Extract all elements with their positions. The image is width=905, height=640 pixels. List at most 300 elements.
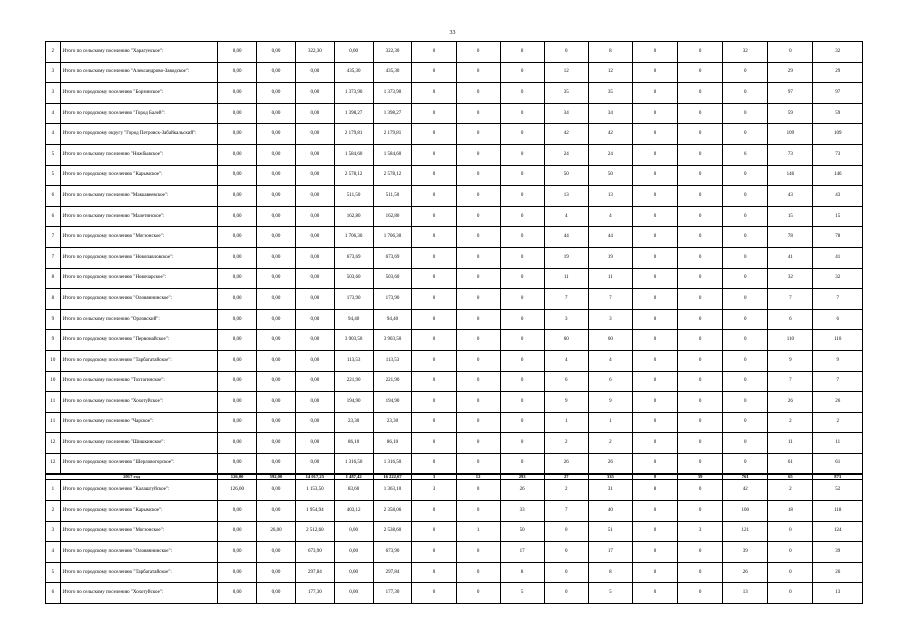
- value-cell: 0: [456, 392, 500, 413]
- value-cell: 0: [412, 289, 456, 310]
- table-row: [46, 268, 863, 289]
- value-cell: 78: [813, 227, 863, 248]
- value-cell: 0: [678, 124, 723, 145]
- value-cell: 15: [813, 206, 863, 227]
- value-cell: 0: [632, 433, 677, 454]
- value-cell: 0,00: [257, 289, 296, 310]
- settlement-name: Итого по городскому поселению "Карымское":: [60, 165, 218, 186]
- value-cell: 0,00: [218, 62, 257, 83]
- value-cell: 403,12: [334, 501, 373, 522]
- value-cell: 19: [544, 247, 588, 268]
- value-cell: 0,00: [257, 583, 296, 604]
- value-cell: 0,00: [257, 124, 296, 145]
- value-cell: 0,00: [218, 371, 257, 392]
- table-row: [46, 371, 863, 392]
- value-cell: 61: [768, 453, 813, 474]
- value-cell: 0,00: [218, 165, 257, 186]
- value-cell: 0: [678, 433, 723, 454]
- value-cell: 0: [412, 103, 456, 124]
- value-cell: 110: [813, 330, 863, 351]
- table-row: [46, 103, 863, 124]
- value-cell: 0: [723, 453, 768, 474]
- row-number: 9: [46, 330, 61, 351]
- value-cell: 0: [678, 247, 723, 268]
- table-row: [46, 206, 863, 227]
- summary-value-cell: 16 222,67: [373, 474, 412, 480]
- summary-value-cell: 873: [813, 474, 863, 480]
- settlement-name: Итого по городскому округу "Город Петровск-Забайкальский":: [60, 124, 218, 145]
- value-cell: 13: [813, 583, 863, 604]
- value-cell: 73: [813, 144, 863, 165]
- value-cell: 100: [723, 501, 768, 522]
- value-cell: 0: [412, 392, 456, 413]
- value-cell: 0: [412, 144, 456, 165]
- value-cell: 0: [768, 542, 813, 563]
- row-number: 3: [46, 521, 61, 542]
- settlement-name: Итого по городскому поселению "Оловяннинское":: [60, 289, 218, 310]
- value-cell: 0,00: [295, 309, 334, 330]
- table-row: [46, 501, 863, 522]
- value-cell: 6: [588, 371, 632, 392]
- settlement-name: Итого по сельскому поселению "Тохтагинское":: [60, 371, 218, 392]
- value-cell: 0: [632, 330, 677, 351]
- value-cell: 26: [544, 453, 588, 474]
- value-cell: 0,00: [257, 103, 296, 124]
- value-cell: 4: [588, 350, 632, 371]
- settlement-name: Итого по городскому поселению "Карымское":: [60, 501, 218, 522]
- value-cell: 0: [412, 83, 456, 104]
- value-cell: 44: [588, 227, 632, 248]
- value-cell: 7: [544, 501, 588, 522]
- value-cell: 26: [813, 562, 863, 583]
- value-cell: 0: [412, 562, 456, 583]
- row-number: 7: [46, 247, 61, 268]
- settlement-name: Итого по сельскому поселению "Шишкинское":: [60, 433, 218, 454]
- value-cell: 177,30: [295, 583, 334, 604]
- summary-value-cell: 27: [544, 474, 588, 480]
- value-cell: 0: [456, 289, 500, 310]
- value-cell: 0: [456, 186, 500, 207]
- value-cell: 0: [723, 206, 768, 227]
- row-number: 3: [46, 62, 61, 83]
- value-cell: 4: [544, 206, 588, 227]
- settlement-name: Итого по городскому поселению "Могзонское":: [60, 521, 218, 542]
- summary-value-cell: 761: [723, 474, 768, 480]
- value-cell: 110: [768, 330, 813, 351]
- row-number: 7: [46, 227, 61, 248]
- value-cell: 0,00: [295, 453, 334, 474]
- value-cell: 0: [412, 521, 456, 542]
- value-cell: 0,00: [218, 562, 257, 583]
- value-cell: 0: [500, 371, 544, 392]
- value-cell: 6: [723, 144, 768, 165]
- value-cell: 34: [544, 103, 588, 124]
- settlement-name: Итого по сельскому поселению "Нижбывское":: [60, 144, 218, 165]
- value-cell: 13: [723, 583, 768, 604]
- value-cell: 13: [588, 186, 632, 207]
- value-cell: 2 512,60: [295, 521, 334, 542]
- summary-label: 2017 год: [46, 474, 218, 480]
- value-cell: 0: [500, 412, 544, 433]
- value-cell: 109: [813, 124, 863, 145]
- value-cell: 0: [544, 42, 588, 63]
- value-cell: 40: [588, 501, 632, 522]
- value-cell: 3: [544, 309, 588, 330]
- value-cell: 94,40: [334, 309, 373, 330]
- value-cell: 0: [412, 186, 456, 207]
- value-cell: 0,00: [257, 501, 296, 522]
- value-cell: 0: [678, 562, 723, 583]
- value-cell: 435,30: [334, 62, 373, 83]
- value-cell: 0: [500, 309, 544, 330]
- value-cell: 0: [678, 206, 723, 227]
- settlement-name: Итого по городскому поселению "Первомайское":: [60, 330, 218, 351]
- value-cell: 26: [500, 480, 544, 501]
- table-row: [46, 480, 863, 501]
- value-cell: 0: [768, 583, 813, 604]
- value-cell: 7: [768, 371, 813, 392]
- value-cell: 0: [632, 83, 677, 104]
- value-cell: 0: [678, 412, 723, 433]
- settlement-name: Итого по сельскому поселению "Маккавеевское":: [60, 186, 218, 207]
- value-cell: 17: [500, 542, 544, 563]
- row-number: 5: [46, 562, 61, 583]
- value-cell: 13: [544, 186, 588, 207]
- value-cell: 0: [412, 206, 456, 227]
- value-cell: 0,00: [218, 542, 257, 563]
- value-cell: 0: [632, 165, 677, 186]
- value-cell: 0: [456, 62, 500, 83]
- value-cell: 0,00: [218, 330, 257, 351]
- value-cell: 32: [723, 42, 768, 63]
- value-cell: 0,00: [218, 83, 257, 104]
- value-cell: 2: [588, 433, 632, 454]
- value-cell: 0: [500, 392, 544, 413]
- value-cell: 26,00: [257, 521, 296, 542]
- value-cell: 61: [813, 453, 863, 474]
- value-cell: 51: [588, 521, 632, 542]
- value-cell: 1 316,50: [334, 453, 373, 474]
- table-row: [46, 165, 863, 186]
- value-cell: 0,00: [218, 433, 257, 454]
- table-row: [46, 289, 863, 310]
- value-cell: 1 584,60: [334, 144, 373, 165]
- value-cell: 0: [723, 62, 768, 83]
- value-cell: 15: [768, 206, 813, 227]
- value-cell: 0: [678, 542, 723, 563]
- value-cell: 0: [500, 433, 544, 454]
- row-number: 2: [46, 501, 61, 522]
- value-cell: 0: [412, 371, 456, 392]
- value-cell: 12: [544, 62, 588, 83]
- table-row: [46, 562, 863, 583]
- table-row: [46, 62, 863, 83]
- value-cell: 3: [588, 309, 632, 330]
- row-number: 3: [46, 83, 61, 104]
- value-cell: 0,00: [218, 103, 257, 124]
- summary-value-cell: 65: [768, 474, 813, 480]
- value-cell: 0: [632, 371, 677, 392]
- value-cell: 0: [678, 289, 723, 310]
- value-cell: 0: [456, 227, 500, 248]
- value-cell: 0,00: [257, 309, 296, 330]
- value-cell: 9: [588, 392, 632, 413]
- value-cell: 3 903,50: [334, 330, 373, 351]
- value-cell: 0: [632, 206, 677, 227]
- value-cell: 0,00: [295, 392, 334, 413]
- value-cell: 0,00: [295, 412, 334, 433]
- value-cell: 0: [544, 521, 588, 542]
- value-cell: 0: [456, 144, 500, 165]
- value-cell: 673,69: [373, 247, 412, 268]
- value-cell: 0: [456, 433, 500, 454]
- value-cell: 0: [456, 583, 500, 604]
- value-cell: 0: [632, 392, 677, 413]
- summary-value-cell: 3: [412, 474, 456, 480]
- value-cell: 173,90: [373, 289, 412, 310]
- value-cell: 0,00: [334, 521, 373, 542]
- summary-value-cell: 293: [500, 474, 544, 480]
- value-cell: 2 578,12: [373, 165, 412, 186]
- row-number: 12: [46, 453, 61, 474]
- value-cell: 173,90: [334, 289, 373, 310]
- value-cell: 0: [723, 103, 768, 124]
- value-cell: 0: [678, 309, 723, 330]
- value-cell: 0: [723, 371, 768, 392]
- summary-value-cell: 39: [678, 474, 723, 480]
- value-cell: 0: [723, 247, 768, 268]
- value-cell: 0: [412, 247, 456, 268]
- value-cell: 11: [544, 268, 588, 289]
- value-cell: 0,00: [295, 62, 334, 83]
- value-cell: 0,00: [257, 165, 296, 186]
- value-cell: 0,00: [257, 480, 296, 501]
- table-row: [46, 521, 863, 542]
- value-cell: 0: [500, 186, 544, 207]
- value-cell: 1: [588, 412, 632, 433]
- value-cell: 0: [456, 330, 500, 351]
- settlement-name: Итого по городскому поселению "Новочарское":: [60, 268, 218, 289]
- value-cell: 0: [678, 583, 723, 604]
- value-cell: 322,30: [295, 42, 334, 63]
- value-cell: 7: [588, 289, 632, 310]
- value-cell: 0: [632, 501, 677, 522]
- value-cell: 0,00: [257, 186, 296, 207]
- value-cell: 0,00: [257, 330, 296, 351]
- value-cell: 673,69: [334, 247, 373, 268]
- value-cell: 0: [500, 144, 544, 165]
- value-cell: 0: [632, 412, 677, 433]
- value-cell: 2: [813, 412, 863, 433]
- value-cell: 24: [588, 144, 632, 165]
- value-cell: 0: [678, 186, 723, 207]
- settlement-name: Итого по городскому поселению "Тарбагатайское":: [60, 350, 218, 371]
- value-cell: 0: [632, 227, 677, 248]
- value-cell: 0: [632, 521, 677, 542]
- value-cell: 0: [500, 268, 544, 289]
- row-number: 5: [46, 165, 61, 186]
- value-cell: 5: [500, 583, 544, 604]
- value-cell: 0,00: [257, 268, 296, 289]
- table-row: [46, 433, 863, 454]
- row-number: 11: [46, 392, 61, 413]
- value-cell: 0: [500, 453, 544, 474]
- page-number: 33: [449, 30, 456, 36]
- value-cell: 39: [723, 542, 768, 563]
- row-number: 10: [46, 371, 61, 392]
- value-cell: 1 153,50: [295, 480, 334, 501]
- value-cell: 0,00: [218, 521, 257, 542]
- row-number: 10: [46, 350, 61, 371]
- value-cell: 0: [456, 83, 500, 104]
- value-cell: 0: [768, 42, 813, 63]
- summary-value-cell: 12: [456, 474, 500, 480]
- value-cell: 0,00: [218, 453, 257, 474]
- summary-value-cell: 8: [632, 474, 677, 480]
- summary-value-cell: 1 487,42: [334, 474, 373, 480]
- value-cell: 0,00: [257, 433, 296, 454]
- value-cell: 673,90: [373, 542, 412, 563]
- value-cell: 0: [412, 268, 456, 289]
- data-table: [45, 41, 863, 604]
- row-number: 2: [46, 42, 61, 63]
- value-cell: 23,30: [334, 412, 373, 433]
- value-cell: 0,00: [295, 186, 334, 207]
- table-row: [46, 124, 863, 145]
- value-cell: 86,10: [373, 433, 412, 454]
- value-cell: 297,84: [373, 562, 412, 583]
- value-cell: 0,00: [218, 350, 257, 371]
- value-cell: 2 179,81: [334, 124, 373, 145]
- value-cell: 109: [768, 124, 813, 145]
- settlement-name: Итого по сельскому поселению "Харагунское":: [60, 42, 218, 63]
- value-cell: 94,40: [373, 309, 412, 330]
- value-cell: 42: [588, 124, 632, 145]
- value-cell: 7: [768, 289, 813, 310]
- value-cell: 0: [632, 247, 677, 268]
- value-cell: 3 903,50: [373, 330, 412, 351]
- value-cell: 0,00: [218, 124, 257, 145]
- value-cell: 33: [500, 501, 544, 522]
- value-cell: 511,50: [373, 186, 412, 207]
- value-cell: 221,90: [334, 371, 373, 392]
- table-body: [46, 42, 863, 604]
- value-cell: 0: [768, 521, 813, 542]
- row-number: 4: [46, 124, 61, 145]
- settlement-name: Итого по городскому поселению "Тарбагатайское":: [60, 562, 218, 583]
- table-row: [46, 330, 863, 351]
- value-cell: 0,00: [295, 247, 334, 268]
- value-cell: 0: [456, 165, 500, 186]
- value-cell: 0,00: [218, 206, 257, 227]
- value-cell: 0: [456, 103, 500, 124]
- value-cell: 97: [768, 83, 813, 104]
- value-cell: 0: [500, 206, 544, 227]
- settlement-name: Итого по сельскому поселению "Малетинское":: [60, 206, 218, 227]
- value-cell: 0,00: [257, 371, 296, 392]
- value-cell: 0: [412, 227, 456, 248]
- value-cell: 0: [500, 247, 544, 268]
- value-cell: 0,00: [295, 268, 334, 289]
- value-cell: 0,00: [218, 501, 257, 522]
- value-cell: 0: [678, 350, 723, 371]
- value-cell: 0: [723, 83, 768, 104]
- table-row: [46, 392, 863, 413]
- value-cell: 0,00: [218, 392, 257, 413]
- value-cell: 0: [723, 227, 768, 248]
- value-cell: 0,00: [257, 227, 296, 248]
- value-cell: 44: [544, 227, 588, 248]
- value-cell: 8: [588, 42, 632, 63]
- value-cell: 0: [456, 309, 500, 330]
- value-cell: 11: [768, 433, 813, 454]
- value-cell: 0: [412, 350, 456, 371]
- value-cell: 0,00: [295, 433, 334, 454]
- value-cell: 121: [723, 521, 768, 542]
- value-cell: 8: [632, 480, 677, 501]
- value-cell: 503,60: [334, 268, 373, 289]
- row-number: 5: [46, 144, 61, 165]
- settlement-name: Итого по городскому поселению "Город Балей":: [60, 103, 218, 124]
- value-cell: 0: [678, 371, 723, 392]
- value-cell: 0: [456, 412, 500, 433]
- value-cell: 0: [723, 412, 768, 433]
- value-cell: 73: [768, 144, 813, 165]
- value-cell: 162,80: [334, 206, 373, 227]
- value-cell: 19: [588, 247, 632, 268]
- value-cell: 177,30: [373, 583, 412, 604]
- row-number: 6: [46, 583, 61, 604]
- value-cell: 26: [588, 453, 632, 474]
- value-cell: 194,90: [373, 392, 412, 413]
- value-cell: 0: [632, 453, 677, 474]
- value-cell: 435,30: [373, 62, 412, 83]
- value-cell: 0: [678, 103, 723, 124]
- value-cell: 0: [500, 83, 544, 104]
- value-cell: 11: [588, 268, 632, 289]
- value-cell: 1 373,90: [373, 83, 412, 104]
- value-cell: 0: [456, 206, 500, 227]
- value-cell: 0: [678, 453, 723, 474]
- value-cell: 4: [544, 350, 588, 371]
- value-cell: 24: [544, 144, 588, 165]
- value-cell: 162,80: [373, 206, 412, 227]
- row-number: 6: [46, 186, 61, 207]
- value-cell: 0,00: [257, 62, 296, 83]
- value-cell: 194,90: [334, 392, 373, 413]
- value-cell: 31: [588, 480, 632, 501]
- settlement-name: Итого по сельскому поселению "Хохотуйское":: [60, 583, 218, 604]
- value-cell: 42: [723, 480, 768, 501]
- value-cell: 124: [813, 521, 863, 542]
- value-cell: 83,60: [334, 480, 373, 501]
- value-cell: 221,90: [373, 371, 412, 392]
- value-cell: 97: [813, 83, 863, 104]
- value-cell: 503,60: [373, 268, 412, 289]
- value-cell: 60: [544, 330, 588, 351]
- summary-value-cell: 126,00: [218, 474, 257, 480]
- value-cell: 0,00: [218, 268, 257, 289]
- value-cell: 52: [813, 480, 863, 501]
- value-cell: 0,00: [295, 103, 334, 124]
- value-cell: 1: [456, 521, 500, 542]
- value-cell: 1 954,94: [295, 501, 334, 522]
- value-cell: 0,00: [295, 165, 334, 186]
- value-cell: 0,00: [257, 562, 296, 583]
- value-cell: 0: [500, 62, 544, 83]
- value-cell: 0: [678, 330, 723, 351]
- value-cell: 1 398,27: [373, 103, 412, 124]
